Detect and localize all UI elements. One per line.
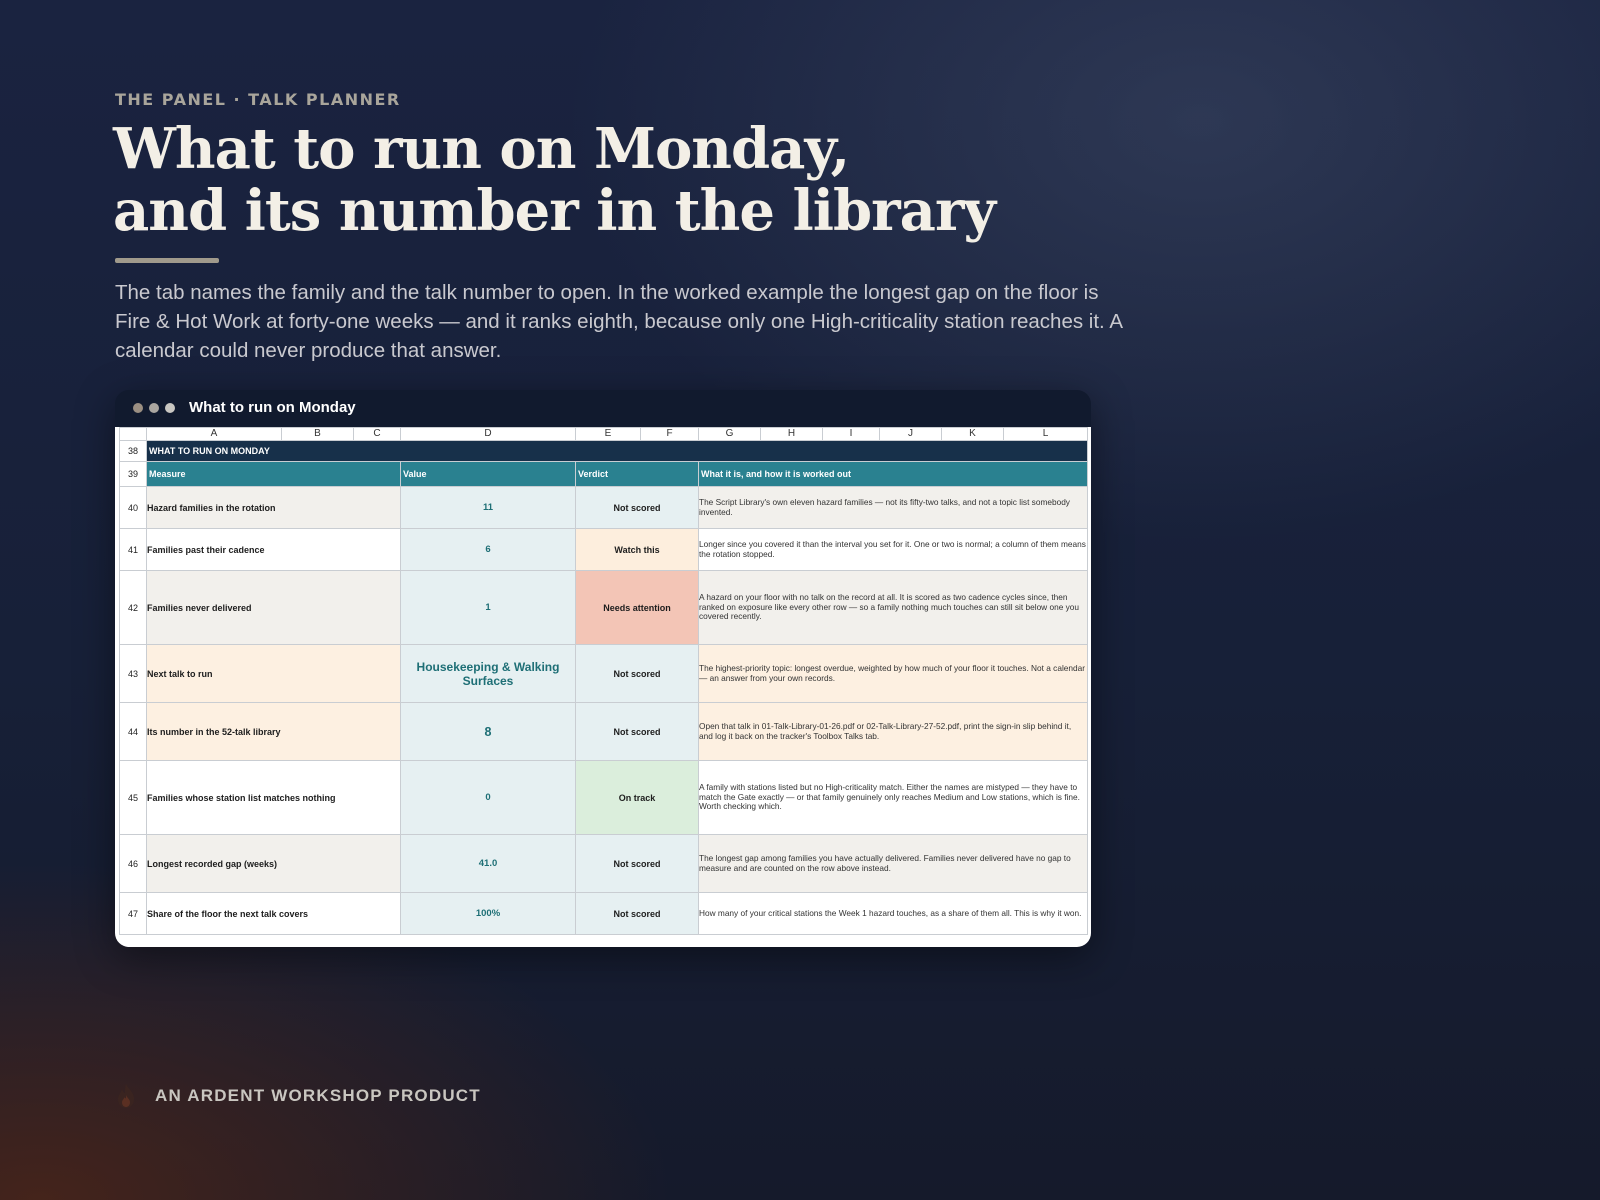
verdict-cell[interactable]: Not scored [576,703,699,761]
table-row [120,529,1088,571]
value-cell[interactable]: 8 [401,703,576,761]
value-cell[interactable]: 41.0 [401,835,576,893]
column-header[interactable]: B [282,428,354,441]
table-row [120,761,1088,835]
table-row [120,645,1088,703]
description-cell[interactable]: The longest gap among families you have actually delivered. Families never delivered have no gap to measure and are counted on the row above instead. [699,835,1088,893]
row-number[interactable]: 38 [120,441,147,462]
description-cell[interactable]: Longer since you covered it than the interval you set for it. One or two is normal; a column of them means the rotation stopped. [699,529,1088,571]
row-number[interactable]: 47 [120,893,147,935]
verdict-cell[interactable]: Not scored [576,645,699,703]
spreadsheet-grid [119,427,1088,935]
measure-cell[interactable]: Next talk to run [147,645,401,703]
table-row [120,893,1088,935]
description-cell[interactable]: The highest-priority topic: longest overdue, weighted by how much of your floor it touches. Not a calendar — an answer from your own records. [699,645,1088,703]
eyebrow: THE PANEL · TALK PLANNER [115,90,401,109]
table-row [120,571,1088,645]
description-cell[interactable]: The Script Library's own eleven hazard families — not its fifty-two talks, and not a topic list somebody invented. [699,487,1088,529]
footer-text: AN ARDENT WORKSHOP PRODUCT [155,1086,481,1105]
row-number[interactable]: 46 [120,835,147,893]
column-header-row [120,428,1088,441]
table-row [120,487,1088,529]
description-cell[interactable]: How many of your critical stations the Week 1 hazard touches, as a share of them all. This is why it won. [699,893,1088,935]
window-minimize-dot[interactable] [149,403,159,413]
window-close-dot[interactable] [133,403,143,413]
value-cell[interactable]: 0 [401,761,576,835]
column-header[interactable]: J [880,428,942,441]
measure-cell[interactable]: Families never delivered [147,571,401,645]
page-title-line-1: What to run on Monday, [113,116,850,182]
verdict-cell[interactable]: On track [576,761,699,835]
header-value[interactable]: Value [401,462,576,487]
verdict-cell[interactable]: Not scored [576,835,699,893]
spreadsheet [115,427,1091,947]
row-number[interactable]: 42 [120,571,147,645]
verdict-cell[interactable]: Not scored [576,893,699,935]
page-title-line-2: and its number in the library [113,178,996,244]
column-header[interactable]: G [699,428,761,441]
value-cell[interactable]: 6 [401,529,576,571]
measure-cell[interactable]: Share of the floor the next talk covers [147,893,401,935]
column-header[interactable]: L [1004,428,1088,441]
column-header[interactable]: H [761,428,823,441]
description-cell[interactable]: A hazard on your floor with no talk on the record at all. It is scored as two cadence cycles since, then ranked on exposure like every other row — so a family nothing much touches can still sit below one you covered recently. [699,571,1088,645]
verdict-cell[interactable]: Watch this [576,529,699,571]
title-row [120,441,1088,462]
column-header[interactable]: D [401,428,576,441]
flame-icon [116,1083,136,1109]
title-underline [115,258,219,263]
table-row [120,835,1088,893]
page-title [113,118,995,242]
value-cell[interactable]: 100% [401,893,576,935]
spreadsheet-window [115,390,1091,947]
column-header[interactable]: F [641,428,699,441]
verdict-cell[interactable]: Not scored [576,487,699,529]
header-row [120,462,1088,487]
description-cell[interactable]: A family with stations listed but no High-criticality match. Either the names are mistyped — they have to match the Gate exactly — or that family genuinely only reaches Medium and Low stations, which is fine. Worth checking which. [699,761,1088,835]
value-cell[interactable]: 1 [401,571,576,645]
table-row [120,703,1088,761]
row-number[interactable]: 40 [120,487,147,529]
column-header[interactable]: E [576,428,641,441]
header-verdict[interactable]: Verdict [576,462,699,487]
window-zoom-dot[interactable] [165,403,175,413]
measure-cell[interactable]: Hazard families in the rotation [147,487,401,529]
description-cell[interactable]: Open that talk in 01-Talk-Library-01-26.pdf or 02-Talk-Library-27-52.pdf, print the sign-in slip behind it, and log it back on the tracker's Toolbox Talks tab. [699,703,1088,761]
row-number[interactable]: 43 [120,645,147,703]
value-cell[interactable]: 11 [401,487,576,529]
lede-paragraph: The tab names the family and the talk number to open. In the worked example the longest gap on the floor is Fire & Hot Work at forty-one weeks — and it ranks eighth, because only one High-criticality station reaches it. A calendar could never produce that answer. [115,281,1122,362]
column-header[interactable]: I [823,428,880,441]
measure-cell[interactable]: Families whose station list matches nothing [147,761,401,835]
section-title-cell[interactable]: WHAT TO RUN ON MONDAY [147,441,1088,462]
column-header[interactable]: K [942,428,1004,441]
row-number[interactable]: 39 [120,462,147,487]
header-description[interactable]: What it is, and how it is worked out [699,462,1088,487]
window-titlebar [115,390,1091,426]
column-header[interactable]: C [354,428,401,441]
header-measure[interactable]: Measure [147,462,401,487]
row-number[interactable]: 45 [120,761,147,835]
measure-cell[interactable]: Families past their cadence [147,529,401,571]
column-header[interactable]: A [147,428,282,441]
row-number[interactable]: 41 [120,529,147,571]
row-number[interactable]: 44 [120,703,147,761]
measure-cell[interactable]: Longest recorded gap (weeks) [147,835,401,893]
value-cell[interactable]: Housekeeping & Walking Surfaces [401,645,576,703]
verdict-cell[interactable]: Needs attention [576,571,699,645]
corner-cell[interactable] [120,428,147,441]
measure-cell[interactable]: Its number in the 52-talk library [147,703,401,761]
window-title: What to run on Monday [189,399,356,416]
